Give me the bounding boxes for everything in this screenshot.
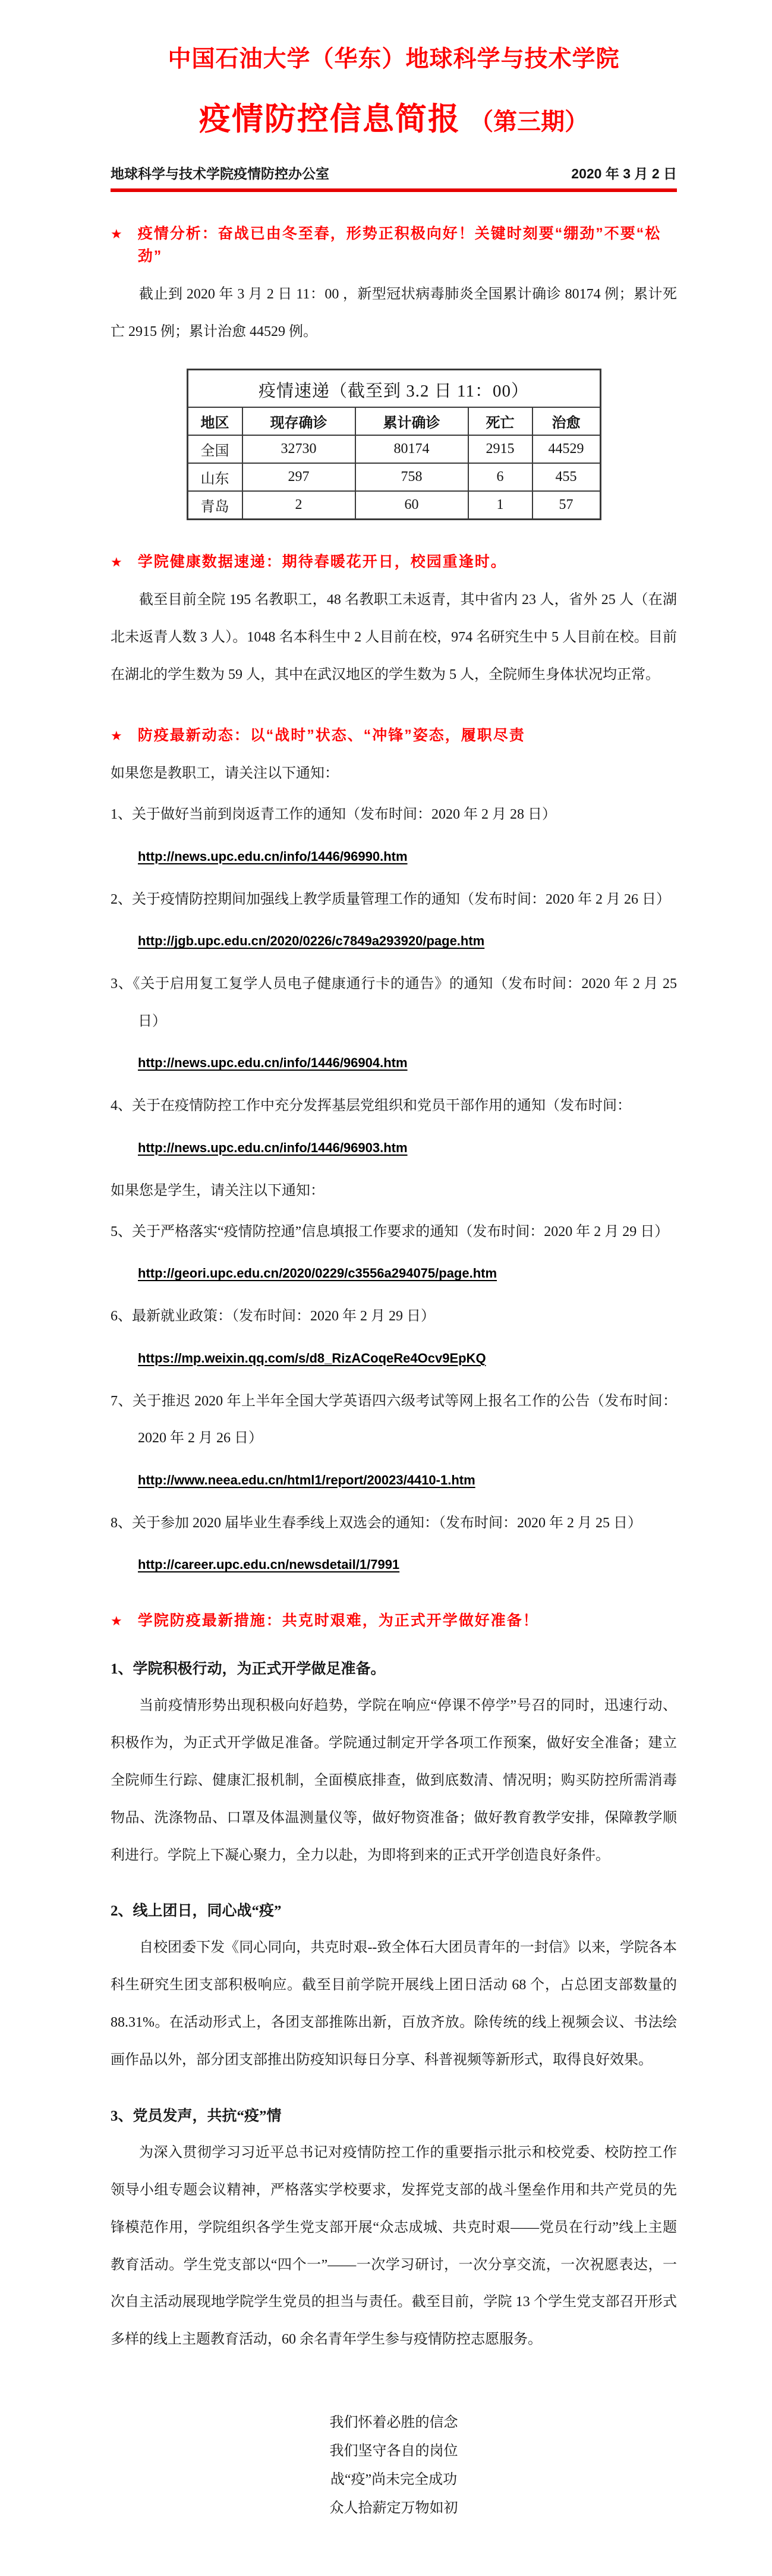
col-header-current-confirmed: 现存确诊 [242, 407, 355, 435]
star-icon: ★ [111, 227, 122, 241]
notice-link-7[interactable]: http://www.neea.edu.cn/html1/report/20023/4410-1.htm [138, 1472, 475, 1487]
measure-paragraph-3: 为深入贯彻学习习近平总书记对疫情防控工作的重要指示批示和校党委、校防控工作领导小组专题会议精神，严格落实学校要求，发挥党支部的战斗堡垒作用和共产党员的先锋模范作用，学院组织各学生党支部开展“众志成城、共克时艰——党员在行动”线上主题教育活动。学生党支部以“四个一”——一次学习研讨，一次分享交流，一次祝愿表达，一次自主活动展现地学院学生党员的担当与责任。截至目前，学院 13 个学生党支部召开形式多样的线上主题教育活动，60 余名青年学生参与疫情防控志愿服务。 [111, 2144, 677, 2348]
measure-paragraph-1: 当前疫情形势出现积极向好趋势，学院在响应“停课不停学”号召的同时，迅速行动、积极作为，为正式开学做足准备。学院通过制定开学各项工作预案，做好安全准备；建立全院师生行踪、健康汇报机制，全面模底排查，做到底数清、情况明；购买防控所需消毒物品、洗涤物品、口罩及体温测量仪等，做好物资准备；做好教育教学安排，保障教学顺利进行。学院上下凝心聚力，全力以赴，为即将到来的正式开学创造良好条件。 [111, 1698, 677, 1863]
section-heading-latest-updates [111, 725, 677, 747]
issuing-office: 地球科学与技术学院疫情防控办公室 [111, 166, 329, 181]
notice-item-8: 8、关于参加 2020 届毕业生春季线上双选会的通知：（发布时间：2020 年 2 月 25 日） [111, 1515, 642, 1531]
notice-item-3: 3、《关于启用复工复学人员电子健康通行卡的通告》的通知（发布时间：2020 年 2 月 25 日） [111, 976, 677, 1029]
notice-link-line [138, 1345, 677, 1372]
section-heading-text: 防疫最新动态：以“战时”状态、“冲锋”姿态，履职尽责 [137, 726, 525, 744]
notice-link-line [138, 1049, 677, 1077]
notice-link-8[interactable]: http://career.upc.edu.cn/newsdetail/1/7991 [138, 1557, 400, 1572]
measure-paragraph-2: 自校团委下发《同心同向，共克时艰--致全体石大团员青年的一封信》以来，学院各本科生研究生团支部积极响应。截至目前学院开展线上团日活动 68 个，占总团支部数量的 88.31%。在活动形式上，各团支部推陈出新，百放齐放。除传统的线上视频会议、书法绘画作品以外，部分团支部推出防疫知识每日分享、科普视频等新形式，取得良好效果。 [111, 1940, 677, 2068]
cell-cured: 44529 [532, 435, 601, 463]
epidemic-stats-table [187, 369, 601, 520]
notice-link-6[interactable]: https://mp.weixin.qq.com/s/d8_RizACoqeRe4Ocv9EpKQ [138, 1350, 486, 1366]
notice-link-line [138, 1134, 677, 1162]
bulletin-issue-number: （第三期） [469, 108, 589, 135]
header-divider [111, 188, 677, 192]
section-heading-latest-measures [111, 1610, 677, 1633]
masthead-row [111, 163, 677, 183]
measure-title-2: 2、线上团日，同心战“疫” [111, 1903, 282, 1920]
notice-item-7: 7、关于推迟 2020 年上半年全国大学英语四六级考试等网上报名工作的公告（发布时间：2020 年 2 月 26 日） [111, 1393, 677, 1446]
notice-item-4: 4、关于在疫情防控工作中充分发挥基层党组织和党员干部作用的通知（发布时间： [111, 1098, 631, 1114]
closing-poem [111, 2408, 677, 2522]
notice-item-5: 5、关于严格落实“疫情防控通”信息填报工作要求的通知（发布时间：2020 年 2 月 29 日） [111, 1223, 669, 1240]
section-heading-health-data [111, 551, 677, 574]
cell-deaths: 6 [468, 463, 532, 491]
notice-link-5[interactable]: http://geori.upc.edu.cn/2020/0229/c3556a294075/page.htm [138, 1266, 497, 1281]
notice-link-line [138, 1467, 677, 1494]
section-heading-text: 疫情分析：奋战已由冬至春，形势正积极向好！关键时刻要“绷劲”不要“松劲” [137, 225, 661, 265]
notice-item-1: 1、关于做好当前到岗返青工作的通知（发布时间：2020 年 2 月 28 日） [111, 807, 556, 823]
table-row [187, 463, 600, 491]
notice-link-line [138, 1551, 677, 1578]
col-header-total-confirmed: 累计确诊 [355, 407, 468, 435]
poem-line-1: 我们怀着必胜的信念 [329, 2415, 458, 2431]
notice-item-2: 2、关于疫情防控期间加强线上教学质量管理工作的通知（发布时间：2020 年 2 月 26 日） [111, 891, 670, 907]
notice-link-1[interactable]: http://news.upc.edu.cn/info/1446/96990.htm [138, 848, 408, 864]
bulletin-title-main: 疫情防控信息简报 [198, 102, 461, 137]
cell-cured: 57 [532, 491, 601, 520]
cell-current: 32730 [242, 435, 355, 463]
notice-link-3[interactable]: http://news.upc.edu.cn/info/1446/96904.htm [138, 1055, 408, 1071]
staff-notices-intro: 如果您是教职工，请关注以下通知： [111, 766, 339, 782]
notice-link-line [138, 843, 677, 870]
section-heading-text: 学院健康数据速递：期待春暖花开日，校园重逢时。 [137, 553, 507, 570]
epidemic-analysis-paragraph: 截止到 2020 年 3 月 2 日 11：00 ，新型冠状病毒肺炎全国累计确诊 80174 例；累计死亡 2915 例；累计治愈 44529 例。 [111, 287, 677, 339]
table-header-row [187, 407, 600, 435]
table-row [187, 491, 600, 520]
measure-title-3: 3、党员发声，共抗“疫”情 [111, 2108, 282, 2124]
poem-line-4: 众人拾薪定万物如初 [329, 2500, 458, 2517]
section-heading-epidemic-analysis [111, 223, 677, 268]
cell-current: 2 [242, 491, 355, 520]
notice-link-4[interactable]: http://news.upc.edu.cn/info/1446/96903.htm [138, 1140, 408, 1155]
university-title: 中国石油大学（华东）地球科学与技术学院 [168, 46, 620, 72]
health-data-paragraph: 截至目前全院 195 名教职工，48 名教职工未返青，其中省内 23 人，省外 25 人（在湖北未返青人数 3 人）。1048 名本科生中 2 人目前在校，974 名研究生中 5 人目前在校。目前在湖北的学生数为 59 人，其中在武汉地区的学生数为 5 人，全院师生身体状况均正常。 [111, 592, 677, 682]
cell-total: 80174 [355, 435, 468, 463]
star-icon: ★ [111, 728, 122, 743]
issue-date: 2020 年 3 月 2 日 [571, 166, 677, 181]
table-title: 疫情速递（截至到 3.2 日 11：00） [187, 369, 600, 407]
table-title-row [187, 369, 600, 407]
student-notices-intro: 如果您是学生，请关注以下通知： [111, 1182, 324, 1199]
cell-cured: 455 [532, 463, 601, 491]
cell-current: 297 [242, 463, 355, 491]
cell-total: 758 [355, 463, 468, 491]
star-icon: ★ [111, 554, 122, 570]
col-header-deaths: 死亡 [468, 407, 532, 435]
bulletin-title [111, 94, 677, 139]
cell-total: 60 [355, 491, 468, 520]
notice-link-line [138, 1260, 677, 1287]
star-icon: ★ [111, 1613, 122, 1628]
poem-line-3: 战“疫”尚未完全成功 [330, 2472, 458, 2488]
col-header-cured: 治愈 [532, 407, 601, 435]
measure-title-1: 1、学院积极行动，为正式开学做足准备。 [111, 1661, 386, 1678]
notice-link-2[interactable]: http://jgb.upc.edu.cn/2020/0226/c7849a293920/page.htm [138, 933, 485, 949]
cell-deaths: 1 [468, 491, 532, 520]
section-heading-text: 学院防疫最新措施：共克时艰难，为正式开学做好准备！ [137, 1612, 539, 1629]
table-row [187, 435, 600, 463]
cell-deaths: 2915 [468, 435, 532, 463]
col-header-region: 地区 [187, 407, 242, 435]
poem-line-2: 我们坚守各自的岗位 [329, 2443, 458, 2459]
notice-link-line [138, 927, 677, 955]
notice-item-6: 6、最新就业政策：（发布时间：2020 年 2 月 29 日） [111, 1309, 435, 1325]
cell-region: 青岛 [187, 491, 242, 520]
cell-region: 山东 [187, 463, 242, 491]
cell-region: 全国 [187, 435, 242, 463]
